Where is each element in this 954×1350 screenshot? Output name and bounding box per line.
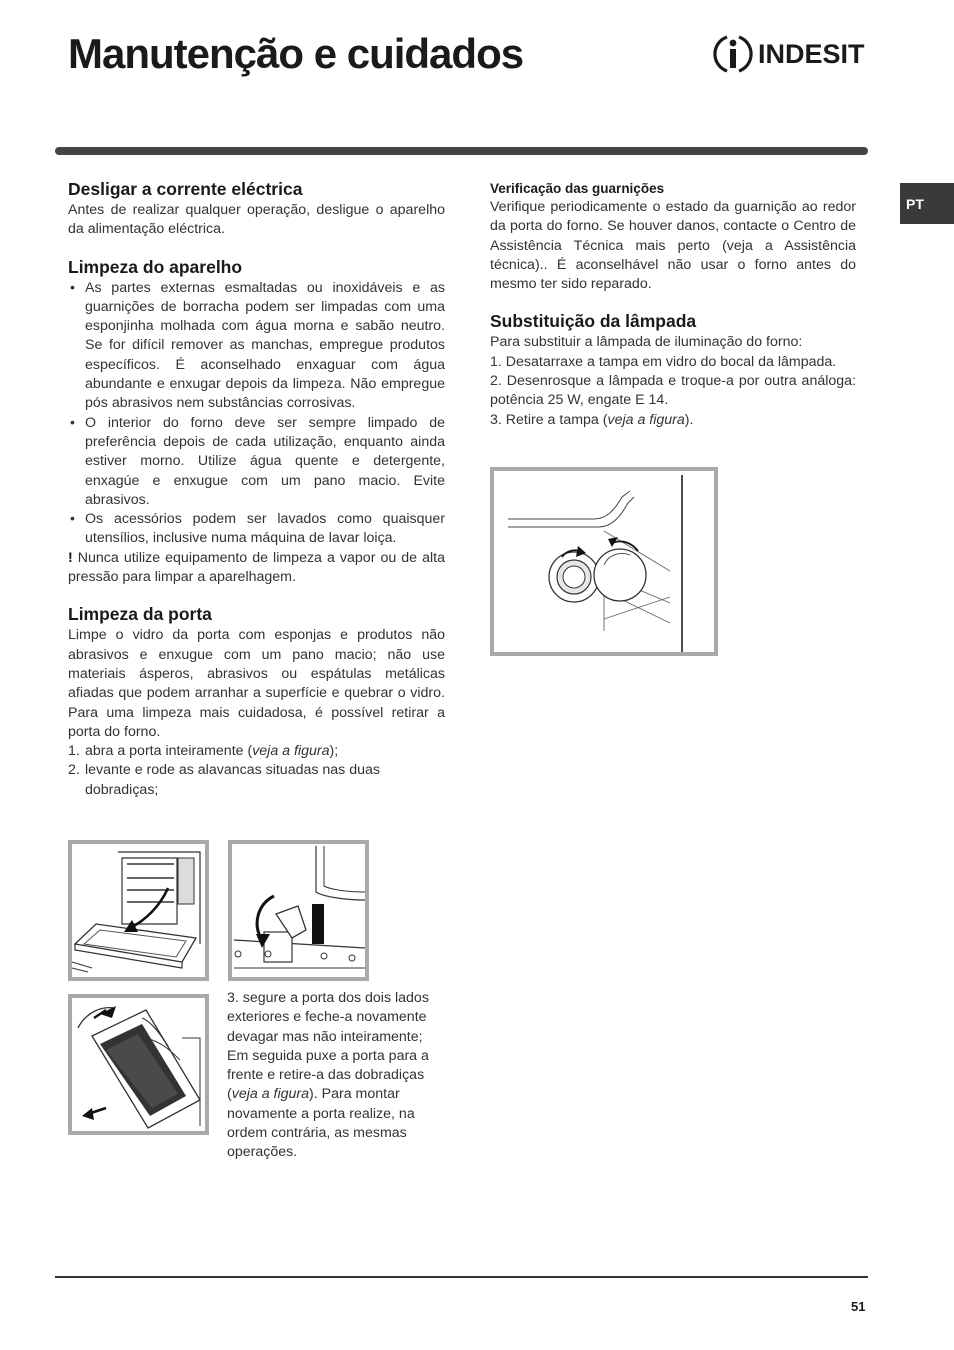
door-step-3 xyxy=(227,989,446,1163)
page-title: Manutenção e cuidados xyxy=(68,30,524,77)
section-text: Antes de realizar qualquer operação, desligue o aparelho da alimentação eléctrica. xyxy=(68,202,445,238)
header-rule xyxy=(55,147,868,155)
hinge-lever-illustration xyxy=(232,844,365,977)
warning-text: Nunca utilize equipamento de limpeza a vapor ou de alta pressão para limpar a aparelhagem. xyxy=(68,549,445,586)
section-text: Verifique periodicamente o estado da guarnição ao redor da porta do forno. Se houver danos, contacte o Centro de Assistência Técnica mais perto (veja a Assistência técnica).. É aconselhável não usar o forno antes do mesmo ter sido reparado. xyxy=(490,199,856,293)
warning-note xyxy=(68,549,445,588)
list-item: • Os acessórios podem ser lavados como quaisquer utensílios, inclusive numa máquina de lavar loiça. xyxy=(68,510,445,549)
list-item: • As partes externas esmaltadas ou inoxidáveis e as guarnições de borracha podem ser limpadas com uma esponjinha molhada com água morna e sabão neutro. Se for difícil remover as manchas, empregue produtos específicos. É aconselhado enxaguar com água abundante e enxugar depois da limpeza. Não empregue pós abrasivos nem substâncias corrosivas. xyxy=(68,279,445,414)
warning-mark: ! xyxy=(68,549,73,566)
remove-door-figure xyxy=(68,994,209,1135)
page-number: 51 xyxy=(851,1299,866,1314)
right-column xyxy=(490,180,856,430)
section-text: Para substituir a lâmpada de iluminação do forno: xyxy=(490,334,803,351)
step-text-end: ). Para montar novamente a porta realize, na ordem contrária, as mesmas operações. xyxy=(227,1086,415,1161)
cleaning-bullet-list xyxy=(68,279,445,549)
figure-reference: veja a figura xyxy=(252,743,330,760)
section-text: Limpe o vidro da porta com esponjas e produtos não abrasivos e enxugue com um pano macio; não use materiais ásperos, abrasivos ou espátulas metálicas afiadas que podem arranhar a superfície e quebrar o vidro. Para uma limpeza mais cuidadosa, é possível retirar a porta do forno. xyxy=(68,627,445,740)
oven-lamp-illustration xyxy=(494,471,714,652)
section-lamp-replacement xyxy=(490,310,856,429)
language-tab: PT xyxy=(900,183,954,224)
step-text: 3. Retire a tampa ( xyxy=(490,411,608,428)
list-item: • O interior do forno deve ser sempre limpado de preferência depois de cada utilização, enquanto ainda estiver morno. Utilize água quente e detergente, enxagúe e enxugue com um pano macio. Evite abrasivos. xyxy=(68,414,445,510)
step-text-end: ). xyxy=(684,411,694,428)
lamp-figure xyxy=(490,467,718,656)
step-text: abra a porta inteiramente ( xyxy=(85,743,253,760)
open-door-figure xyxy=(68,840,209,981)
section-appliance-cleaning xyxy=(68,256,445,588)
oven-open-door-illustration xyxy=(72,844,205,977)
step-number: 2. xyxy=(68,762,80,779)
step-text: 3. segure a porta dos dois lados exteriores e feche-a novamente devagar mas não inteiramente; Em seguida puxe a porta para a frente e retire-a das dobradiças ( xyxy=(227,990,429,1103)
section-heading: Substituição da lâmpada xyxy=(490,311,697,332)
section-power-off xyxy=(68,178,445,240)
brand-wordmark: INDESIT xyxy=(758,38,865,69)
lamp-step: 1. Desatarraxe a tampa em vidro do bocal da lâmpada. xyxy=(490,353,837,370)
step-item xyxy=(68,742,445,761)
lamp-step: 2. Desenrosque a lâmpada e troque-a por outra análoga: potência 25 W, engate E 14. xyxy=(490,373,856,409)
step-item xyxy=(68,761,445,800)
hinge-lever-figure xyxy=(228,840,369,981)
section-heading: Verificação das guarnições xyxy=(490,181,665,196)
footer-rule xyxy=(55,1276,868,1278)
step-number: 1. xyxy=(68,743,80,760)
step-text: levante e rode as alavancas situadas nas duas dobradiças; xyxy=(85,762,380,798)
section-heading: Limpeza da porta xyxy=(68,604,212,625)
brand-logo xyxy=(713,33,865,75)
figure-reference: veja a figura xyxy=(231,1086,310,1103)
section-heading: Limpeza do aparelho xyxy=(68,256,243,277)
door-steps-list xyxy=(68,742,445,800)
section-gasket-check xyxy=(490,180,856,294)
figure-reference: veja a figura xyxy=(607,411,685,428)
lamp-step xyxy=(490,411,856,430)
section-door-cleaning xyxy=(68,603,445,800)
door-removal-illustration xyxy=(72,998,205,1131)
step-text-end: ); xyxy=(329,743,339,760)
section-heading: Desligar a corrente eléctrica xyxy=(68,179,303,199)
indesit-i-logo-icon xyxy=(713,33,753,75)
left-column xyxy=(68,178,445,800)
